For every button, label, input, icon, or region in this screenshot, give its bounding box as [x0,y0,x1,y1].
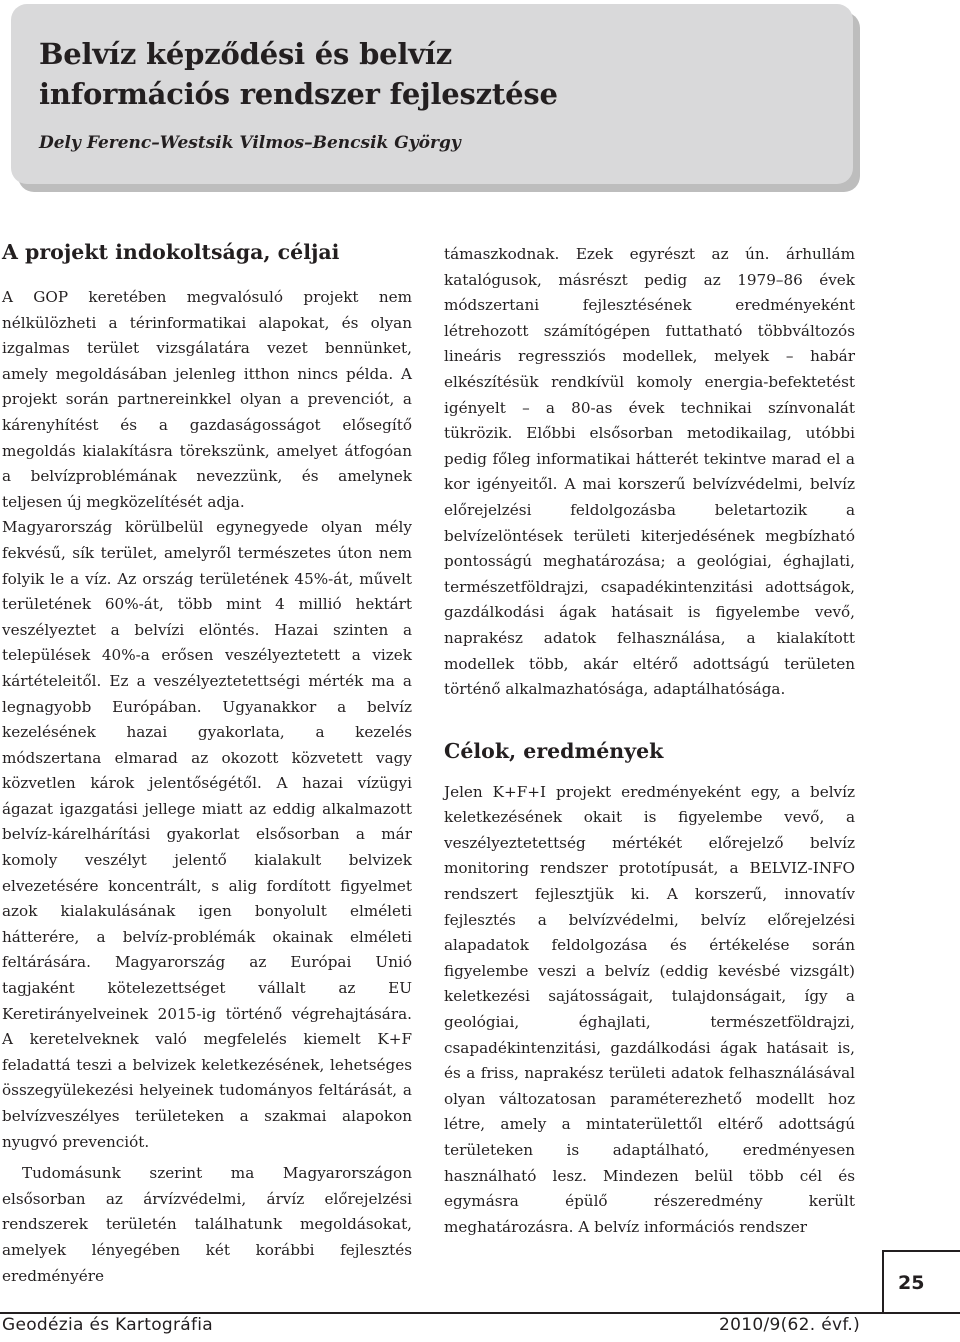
journal-name: Geodézia és Kartográfia [2,1315,214,1335]
paragraph: A GOP keretében megvalósuló projekt nem nélkülözheti a térinformatikai alapokat, és olyan izgalmas terület vizsgálatára vezet bennünket, amely megoldásában jelenleg itthon nincs példa. A projekt során partnereinkkel olyan a prevenciót, a kárenyhítést és a gazdaságosságot elősegítő megoldás kialakításra törekszünk, amelyet átfogóan a belvízproblémának nevezzünk, és amelynek teljesen új megközelítését adja. [2,288,412,511]
journal-issue: 2010/9(62. évf.) [719,1315,860,1335]
section-heading-goals: Célok, eredmények [444,738,664,763]
left-column [2,238,412,1289]
article-title [39,34,853,114]
footer-rule [0,1312,960,1314]
paragraph: támaszkodnak. Ezek egyrészt az ún. árhullám katalógusok, másrészt pedig az 1979–86 évek módszertani fejlesztésének eredményeként létrehozott számítógépen futtatható többváltozós lineáris regressziós modellek, melyek – habár elkészítésük rendkívül komoly energia-befektetést igényelt – a 80-as évek technikai színvonalát tükrözik. Előbbi elsősorban metodikailag, utóbbi pedig főleg informatikai hátterét tekintve marad el a kor igényeitől. A mai korszerű belvízvédelmi, belvíz előrejelzési feldolgozásba beletartozik a belvízelöntések területi kiterjedésének megbízható pontosságú meghatározása; a geológiai, éghajlati, természetföldrajzi, csapadékintenzitási adottságok, gazdálkodási ágak hatásait is figyelembe vevő, naprakész adatok felhasználása, a kialakított modellek több, akár eltérő adottságú területen történő alkalmazhatósága, adaptálhatósága. [444,245,855,699]
article-header [11,4,853,184]
paragraph: Jelen K+F+I projekt eredményeként egy, a belvíz keletkezésének okait is figyelembe vevő, a veszélyeztetettség mértékét előrejelző belvíz monitoring rendszer prototípusát, a BELVIZ-INFO rendszert fejlesztjük ki. A korszerű, innovatív fejlesztés a belvízvédelmi, belvíz előrejelzési alapadatok feldolgozása és értékelése során figyelembe veszi a belvíz (eddig kevésbé vizsgált) keletkezési sajátosságait, tulajdonságait, így a geológiai, éghajlati, természetföldrajzi, csapadékintenzitási, gazdálkodási ágak hatásait is, és a friss, naprakész területi adatok felhasználásával olyan változatosan paraméterezhető modellt hoz létre, amely a mintaterülettől eltérő adottságú területeken is adaptálható, eredményesen használható lesz. Mindezen belül több cél és egymásra épülő részeredmény került meghatározásra. A belvíz információs rendszer [444,782,855,1236]
title-line-1: Belvíz képződési és belvíz [39,37,452,71]
right-column [444,242,855,1240]
section-heading-justification: A projekt indokoltsága, céljai [2,240,340,264]
article-authors: Dely Ferenc–Westsik Vilmos–Bencsik György [39,133,461,153]
paragraph: Magyarország körülbelül egynegyede olyan mély fekvésű, sík terület, amelyről természetes úton nem folyik le a víz. Az ország területének 45%-át, művelt területének 60%-át, több mint 4 millió hektárt veszélyeztet a belvízi elöntés. Hazai szinten a települések 40%-a erősen veszélyeztetett a vizek kártételeitől. Ez a veszélyeztetettségi mérték ma a legnagyobb Európában. Ugyanakkor a belvíz kezelésének hazai gyakorlata, a kezelés módszertana elmarad az okozott közvetett vagy közvetlen károk jelentőségétől. A hazai vízügyi ágazat igazgatási jellege miatt az eddig alkalmazott belvíz-kárelhárítási gyakorlat elsősorban a már komoly veszélyt jelentő kialakult belvizek elvezetésére koncentrált, s alig fordított figyelmet azok kialakulásának igen bonyolult elméleti hátterére, a belvíz-problémák okainak elméleti feltárására. Magyarország az Európai Unió tagjaként kötelezettséget vállalt az EU Keretirányelveinek 2015-ig történő végrehajtására. A keretelveknek való megfelelés kiemelt K+F feladattá teszi a belvizek keletkezésének, lehetséges összegyülekezési helyeinek tudományos feltárását, a belvízveszélyes területeken a szakmai alapokon nyugvó prevenciót. [2,518,412,1151]
page-number: 25 [882,1250,960,1312]
paragraph: Tudomásunk szerint ma Magyarországon elsősorban az árvízvédelmi, árvíz előrejelzési rendszerek területén találhatunk megoldásokat, amelyek lényegében két korábbi fejlesztés eredményére [2,1164,412,1285]
title-line-2: információs rendszer fejlesztése [39,77,558,111]
